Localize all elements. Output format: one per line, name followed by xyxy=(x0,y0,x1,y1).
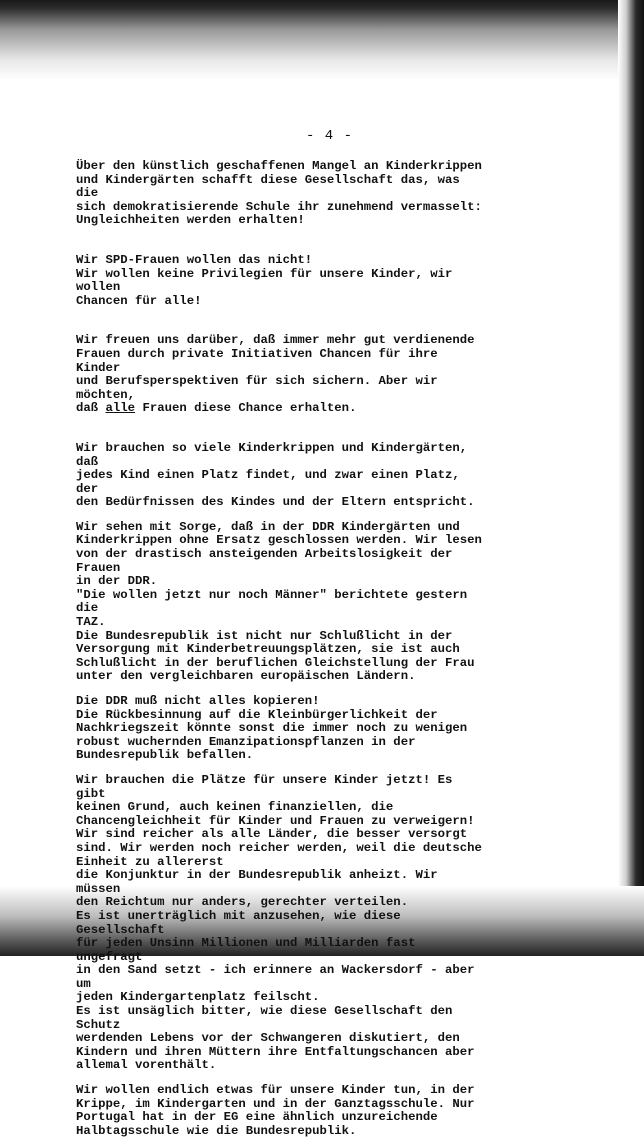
para3-before: daß xyxy=(76,401,106,416)
paragraph-2: Wir SPD-Frauen wollen das nicht! Wir wollen keine Privilegien für unsere Kinder, wir wollen Chancen für alle! xyxy=(76,252,453,308)
para3-after: Frauen diese Chance erhalten. xyxy=(135,401,357,416)
paragraph-5: Wir sehen mit Sorge, daß in der DDR Kindergärten und Kinderkrippen ohne Ersatz geschlossen werden. Wir lesen von der drastisch ansteigenden Arbeitslosigkeit der Frauen in der DDR. "Die wollen jetzt nur noch Männer" berichtete gestern die TAZ. Die Bundesrepublik ist nicht nur Schlußlicht in der Versorgung mit Kinderbetreuungsplätzen, sie ist auch Schlußlicht in der beruflichen Gleichstellung der Frau unter den vergleichbaren europäischen Ländern. xyxy=(76,519,482,684)
paragraph-3-main: Wir freuen uns darüber, daß immer mehr gut verdienende Frauen durch private Initiativen Chancen für ihre Kinder und Berufsperspektiven für sich sichern. Aber wir möchten, xyxy=(76,333,475,402)
emphasis-alle: alle xyxy=(105,401,136,416)
paragraph-6: Die DDR muß nicht alles kopieren! Die Rückbesinnung auf die Kleinbürgerlichkeit der Nachkriegszeit könnte sonst die immer noch zu wenigen robust wuchernden Emanzipationspflanzen in der Bundesrepublik befallen. xyxy=(76,694,468,763)
paragraph-3-last-line xyxy=(76,402,486,416)
scan-border-top xyxy=(0,0,644,80)
paragraph-8: Wir wollen endlich etwas für unsere Kinder tun, in der Krippe, im Kindergarten und in der Ganztagsschule. Nur Portugal hat in der EG eine ähnlich unzureichende Halbtagsschule wie die Bundesrepublik. xyxy=(76,1083,475,1138)
paragraph-4: Wir brauchen so viele Kinderkrippen und Kindergärten, daß jedes Kind einen Platz findet, und zwar einen Platz, der den Bedürfnissen des Kindes und der Eltern entspricht. xyxy=(76,440,475,510)
paragraph-1: Über den künstlich geschaffenen Mangel an Kinderkrippen und Kindergärten schafft diese Gesellschaft das, was die sich demokratisierende Schule ihr zunehmend vermasselt: Ungleichheiten werden erhalten! xyxy=(76,159,482,228)
scan-border-right xyxy=(618,0,644,956)
paragraph-7: Wir brauchen die Plätze für unsere Kinder jetzt! Es gibt keinen Grund, auch keinen finanziellen, die Chancengleichheit für Kinder und Frauen zu verweigern! Wir sind reicher als alle Länder, die besser versorgt sind. Wir werden noch reicher werden, weil die deutsche Einheit zu allererst die Konjunktur in der Bundesrepublik anheizt. Wir müssen den Reichtum nur anders, gerechter verteilen. Es ist unerträglich mit anzusehen, wie diese Gesellschaft für jeden Unsinn Millionen und Milliarden fast ungefragt in den Sand setzt - ich erinnere an Wackersdorf - aber um jeden Kindergartenplatz feilscht. Es ist unsäglich bitter, wie diese Gesellschaft den Schutz werdenden Lebens vor der Schwangeren diskutiert, den Kindern und ihren Müttern ihre Entfaltungschancen aber allemal vorenthält. xyxy=(76,772,482,1073)
document-body xyxy=(76,160,486,1138)
page-number: - 4 - xyxy=(306,128,354,144)
paragraph-3 xyxy=(76,334,486,416)
